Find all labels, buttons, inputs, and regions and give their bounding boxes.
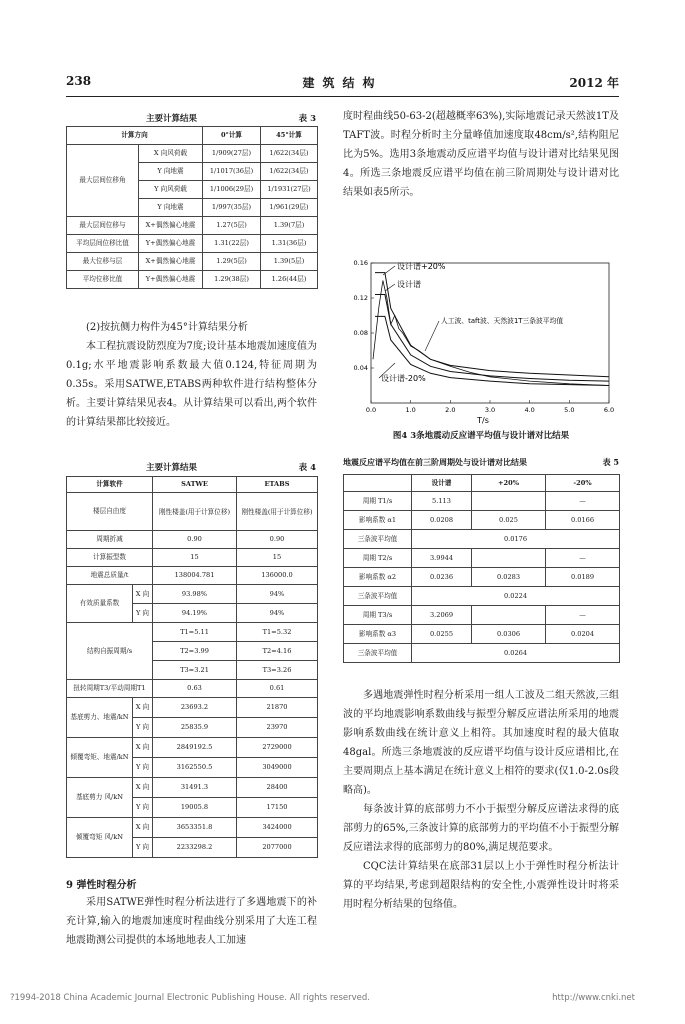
fig4-label-design: 设计谱 (397, 280, 421, 289)
table4-cell: 3162550.5 (153, 758, 237, 778)
table5-cell: 0.0255 (412, 625, 472, 644)
table4-cell: 94% (237, 604, 318, 623)
table4-cell: 0.90 (153, 531, 237, 549)
table5-row (344, 511, 620, 530)
table3-cell: 1.29(38层) (203, 271, 261, 289)
table5-head-corner (344, 475, 412, 492)
table3-group3-label-a: 最大位移与层 (67, 253, 139, 271)
footer-url: http://www.cnki.net (552, 993, 635, 1003)
x-tick-label: 0.0 (365, 406, 377, 414)
table4-cell: 0.61 (237, 680, 318, 698)
table3-group2-label-b: 平均层间位移比值 (67, 235, 139, 253)
table5-cell: 0.0166 (546, 511, 620, 530)
table5-cell: 0.0189 (546, 568, 620, 587)
table5-cell: 0.0236 (412, 568, 472, 587)
table4-cell: T2=3.99 (153, 642, 237, 661)
table4-cell: 刚性楼盖(用于计算位移) (237, 493, 318, 531)
table5-cell: 周期 T1/s (344, 492, 412, 511)
table3-cell: 1/909(27层) (203, 145, 261, 163)
table5-row (344, 492, 620, 511)
table3-title: 主要计算结果 (146, 114, 198, 124)
table4-cell: 0.90 (237, 531, 318, 549)
header-rule (66, 96, 619, 97)
y-tick-label: 0.16 (353, 259, 368, 267)
table4-title: 主要计算结果 (146, 463, 198, 473)
left-text-block (66, 318, 317, 432)
table4-dir: Y 向 (133, 758, 153, 778)
table5-title: 地震反应谱平均值在前三阶周期处与设计谱对比结果 (343, 457, 527, 467)
table4-dir: X 向 (133, 738, 153, 758)
table4-row-label: 计算振型数 (67, 549, 153, 567)
table4 (66, 476, 318, 858)
table4-cell: 94.19% (153, 604, 237, 623)
paragraph: 采用SATWE弹性时程分析法进行了多遇地震下的补充计算,输入的地震加速度时程曲线分别采用了大连工程地震勘测公司提供的本场地地表人工加速 (66, 897, 317, 946)
table5-row (344, 587, 620, 606)
x-tick-label: 6.0 (603, 406, 615, 414)
table4-cell: 3049000 (237, 758, 318, 778)
table4-cell: 93.98% (153, 585, 237, 604)
x-tick-label: 4.0 (524, 406, 535, 414)
table5-cell: 三条波平均值 (344, 644, 412, 663)
table3-cell: Y 向地震 (139, 163, 203, 181)
paragraph: 每条波计算的底部剪力不小于振型分解反应谱法求得的底部剪力的65%,三条波计算的底部剪力的平均值不小于振型分解反应谱法求得的底部剪力的80%,满足规范要求。 (343, 804, 619, 853)
figure4-caption: 图4 3条地震动反应谱平均值与设计谱对比结果 (392, 431, 570, 441)
y-tick-label: 0.12 (353, 294, 368, 302)
table4-dir: Y 向 (133, 718, 153, 738)
table5-head-plus: +20% (472, 475, 546, 492)
table3-cell: 1/1017(36层) (203, 163, 261, 181)
table5-cell: 三条波平均值 (344, 530, 412, 549)
table4-cell: 31491.3 (153, 778, 237, 798)
x-tick-label: 5.0 (564, 406, 575, 414)
table3-cell: 1/1931(27层) (261, 181, 318, 199)
table5-row (344, 549, 620, 568)
table4-dir: X 向 (133, 585, 153, 604)
table5-cell (472, 549, 546, 568)
table4-cell: 15 (237, 549, 318, 567)
table5-head-design: 设计谱 (412, 475, 472, 492)
table4-cell: 136000.0 (237, 567, 318, 585)
table5-cell: — (546, 492, 620, 511)
table5-cell: 三条波平均值 (344, 587, 412, 606)
table3-cell: 1/622(34层) (261, 163, 318, 181)
right-top-text (343, 107, 619, 202)
table4-head-software: 计算软件 (67, 477, 153, 493)
paragraph: CQC法计算结果在底部31层以上小于弹性时程分析法计算的平均结果,考虑到超限结构的安全性,小震弹性设计时将采用时程分析结果的包络值。 (343, 861, 619, 910)
table4-dir: Y 向 (133, 604, 153, 623)
table5-cell: 0.0264 (412, 644, 620, 663)
table4-mass-label: 有效质量系数 (67, 585, 133, 623)
table3-cell: 1.27(5层) (203, 217, 261, 235)
table5-cell: 0.0176 (412, 530, 620, 549)
table5-head-minus: -20% (546, 475, 620, 492)
table5-cell: 3.2069 (412, 606, 472, 625)
table4-period-label: 结构自振周期/s (67, 623, 153, 680)
table4-pair-label: 倾覆弯矩 风/kN (67, 818, 133, 858)
page-header (66, 74, 619, 92)
table3-cell: 1/1006(29层) (203, 181, 261, 199)
table3-cell: X+偶然偏心地震 (139, 253, 203, 271)
x-tick-label: 1.0 (405, 406, 416, 414)
table3-cell: 1.39(5层) (261, 253, 318, 271)
table5 (343, 474, 620, 663)
fig4-label-lower: 设计谱-20% (381, 374, 426, 383)
table4-cell: 2233298.2 (153, 838, 237, 858)
table4-ratio-label: 扭转周期T3/平动周期T1 (67, 680, 153, 698)
journal-title: 建筑结构 (302, 76, 383, 90)
table5-row (344, 606, 620, 625)
table5-cell: 0.0306 (472, 625, 546, 644)
table4-dir: Y 向 (133, 838, 153, 858)
table3-cell: 1.26(44层) (261, 271, 318, 289)
table4-row-label: 楼层自由度 (67, 493, 153, 531)
table4-row-label: 周期折减 (67, 531, 153, 549)
table4-cell: 23970 (237, 718, 318, 738)
table5-cell: 周期 T2/s (344, 549, 412, 568)
table4-cell: 17150 (237, 798, 318, 818)
table4-cell: 2849192.5 (153, 738, 237, 758)
y-tick-label: 0.04 (353, 364, 368, 372)
table4-cell: T2=4.16 (237, 642, 318, 661)
table4-dir: Y 向 (133, 798, 153, 818)
table4-cell: T1=5.32 (237, 623, 318, 642)
table3-number: 表 3 (298, 114, 316, 124)
table4-row-label: 地震总质量/t (67, 567, 153, 585)
x-tick-label: 3.0 (484, 406, 496, 414)
table4-cell: 0.63 (153, 680, 237, 698)
table3-cell: 1.39(7层) (261, 217, 318, 235)
table5-cell: 5.113 (412, 492, 472, 511)
leader-upper (383, 266, 395, 275)
table4-cell: 3653351.8 (153, 818, 237, 838)
table3-head-direction: 计算方向 (67, 127, 203, 145)
table5-row (344, 625, 620, 644)
table4-dir: X 向 (133, 698, 153, 718)
table4-pair-label: 基底剪力 风/kN (67, 778, 133, 818)
table4-cell: 2729000 (237, 738, 318, 758)
table4-cell: 94% (237, 585, 318, 604)
table5-cell: — (546, 549, 620, 568)
table4-cell: 刚性楼盖(用于计算位移) (153, 493, 237, 531)
table5-cell: 影响系数 α2 (344, 568, 412, 587)
table4-number: 表 4 (298, 463, 316, 473)
table4-cell: 25835.9 (153, 718, 237, 738)
table5-cell: 0.0224 (412, 587, 620, 606)
table4-cell: T3=3.26 (237, 661, 318, 680)
table3-cell: Y 向风荷载 (139, 181, 203, 199)
table3-cell: Y 向地震 (139, 199, 203, 217)
table5-cell: 0.0204 (546, 625, 620, 644)
table4-cell: T1=5.11 (153, 623, 237, 642)
table5-cell: 0.025 (472, 511, 546, 530)
table3-cell: X+偶然偏心地震 (139, 217, 203, 235)
table3-cell: Y+偶然偏心地震 (139, 235, 203, 253)
table3-cell: Y+偶然偏心地震 (139, 271, 203, 289)
table3-cell: 1.29(5层) (203, 253, 261, 271)
table4-cell: 3424000 (237, 818, 318, 838)
table4-cell: 28400 (237, 778, 318, 798)
fig4-xlabel: T/s (477, 416, 489, 425)
subsection-heading: (2)按抗侧力构件为45°计算结果分析 (86, 322, 248, 333)
table5-number: 表 5 (602, 457, 619, 467)
right-bottom-text (343, 686, 619, 914)
table3-head-0deg: 0°计算 (203, 127, 261, 145)
table3-group1-label: 最大层间位移角 (67, 145, 139, 217)
table5-cell: 0.0283 (472, 568, 546, 587)
table4-cell: 19005.8 (153, 798, 237, 818)
paragraph: 多遇地震弹性时程分析采用一组人工波及二组天然波,三组波的平均地震影响系数曲线与振型分解反应谱法所采用的地震影响系数曲线在统计意义上相符。其加速度时程的最大值取48gal。所选三条地震波的反应谱平均值与设计反应谱相比,在主要周期点上基本满足在统计意义上相符的要求(仅1.0-2.0s段略高)。 (343, 690, 619, 796)
leader-avg (425, 321, 439, 351)
table4-head-etabs: ETABS (237, 477, 318, 493)
table5-cell: 0.0208 (412, 511, 472, 530)
x-tick-label: 2.0 (445, 406, 456, 414)
table5-cell: 3.9944 (412, 549, 472, 568)
table4-pair-label: 倾覆弯矩、地震/kN (67, 738, 133, 778)
figure4-chart (343, 253, 619, 425)
table5-cell: 周期 T3/s (344, 606, 412, 625)
table5-caption (343, 457, 619, 468)
journal-year: 2012 年 (569, 76, 619, 90)
table5-cell (472, 606, 546, 625)
fig4-label-upper: 设计谱+20% (397, 262, 446, 271)
fig4-label-avg: 人工波、taft波、天然波1T三条波平均值 (441, 317, 564, 325)
table5-row (344, 568, 620, 587)
table4-cell: 23693.2 (153, 698, 237, 718)
paragraph: 度时程曲线50-63-2(超越概率63%),实际地震记录天然波1T及TAFT波。时程分析时主分量峰值加速度取48cm/s²,结构阻尼比为5%。选用3条地震动反应谱平均值与设计谱对比结果见图4。所选三条地震反应谱平均值在前三阶周期处与设计谱对比结果如表5所示。 (343, 111, 619, 198)
table3-cell: 1/961(29层) (261, 199, 318, 217)
series-line-3 (373, 281, 609, 386)
table3-head-45deg: 45°计算 (261, 127, 318, 145)
table5-row (344, 530, 620, 549)
table3-cell: 1/997(35层) (203, 199, 261, 217)
table4-head-satwe: SATWE (153, 477, 237, 493)
series-line-1 (375, 295, 609, 382)
page-footer (10, 993, 675, 1003)
table4-cell: 21870 (237, 698, 318, 718)
section-heading: 9 弹性时程分析 (66, 880, 137, 891)
table5-cell: 影响系数 α1 (344, 511, 412, 530)
table3-cell: X 向风荷载 (139, 145, 203, 163)
table3-group2-label-a: 最大层间位移与 (67, 217, 139, 235)
table4-dir: X 向 (133, 778, 153, 798)
table4-dir: X 向 (133, 818, 153, 838)
table4-cell: 2077000 (237, 838, 318, 858)
table3-cell: 1.31(22层) (203, 235, 261, 253)
paragraph: 本工程抗震设防烈度为7度;设计基本地震加速度值为0.1g;水平地震影响系数最大值0.124,特征周期为0.35s。采用SATWE,ETABS两种软件进行结构整体分析。主要计算结果见表4。从计算结果可以看出,两个软件的计算结果都比较接近。 (66, 341, 317, 428)
page-number: 238 (66, 74, 92, 88)
table3-group3-label-b: 平均位移比值 (67, 271, 139, 289)
table4-pair-label: 基底剪力、地震/kN (67, 698, 133, 738)
table4-cell: T3=3.21 (153, 661, 237, 680)
table3-cell: 1.31(36层) (261, 235, 318, 253)
table4-cell: 15 (153, 549, 237, 567)
table5-cell: 影响系数 α3 (344, 625, 412, 644)
table5-row (344, 644, 620, 663)
table5-cell: — (546, 606, 620, 625)
copyright: ?1994-2018 China Academic Journal Electronic Publishing House. All rights reserved. (10, 993, 370, 1003)
table5-cell (472, 492, 546, 511)
section9-paragraph (66, 893, 317, 950)
table3-cell: 1/622(34层) (261, 145, 318, 163)
y-tick-label: 0.08 (353, 329, 368, 337)
table3 (66, 126, 318, 289)
table4-cell: 138004.781 (153, 567, 237, 585)
